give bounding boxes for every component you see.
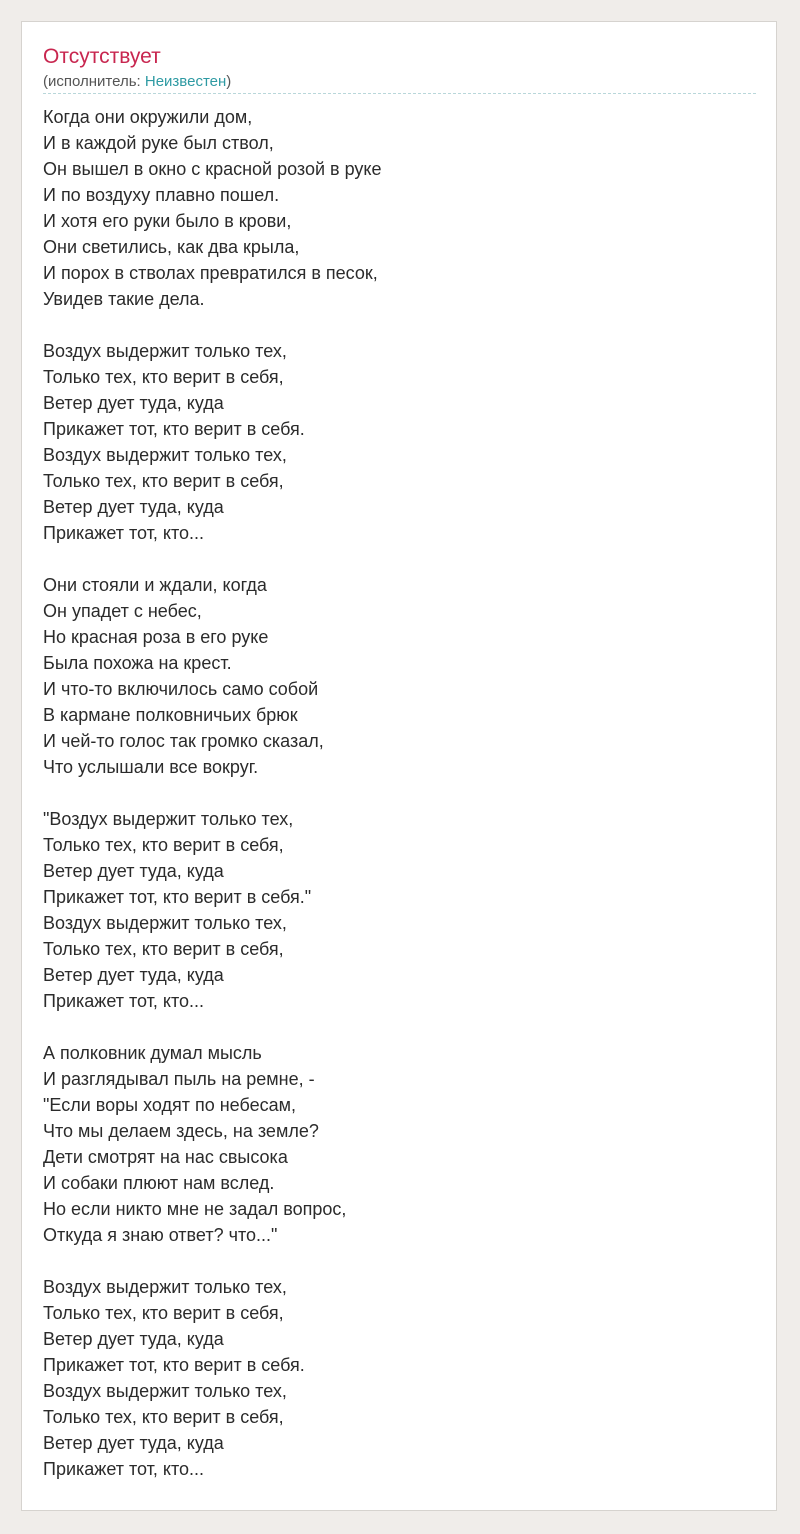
lyrics-stanza xyxy=(43,806,743,1014)
lyrics-line: Когда они окружили дом, xyxy=(43,107,253,127)
artist-link[interactable]: Неизвестен xyxy=(144,73,227,90)
lyrics-card xyxy=(21,21,777,1511)
lyrics-line: Только тех, кто верит в себя, xyxy=(43,367,284,387)
lyrics-line: И по воздуху плавно пошел. xyxy=(43,185,280,205)
lyrics-line: Ветер дует туда, куда xyxy=(43,1433,224,1453)
lyrics-line: Прикажет тот, кто... xyxy=(43,991,205,1011)
header-divider xyxy=(43,93,756,94)
lyrics-stanza xyxy=(43,104,743,312)
lyrics-line: И порох в стволах превратился в песок, xyxy=(43,263,378,283)
lyrics-stanza xyxy=(43,1274,743,1482)
lyrics-line: Только тех, кто верит в себя, xyxy=(43,1303,284,1323)
artist-line xyxy=(43,73,231,91)
lyrics-line: Он упадет с небес, xyxy=(43,601,202,621)
lyrics-line: А полковник думал мысль xyxy=(43,1043,262,1063)
lyrics-line: Он вышел в окно с красной розой в руке xyxy=(43,159,382,179)
lyrics-line: Была похожа на крест. xyxy=(43,653,232,673)
lyrics-line: Прикажет тот, кто... xyxy=(43,523,205,543)
lyrics-line: В кармане полковничьих брюк xyxy=(43,705,298,725)
lyrics-line: И разглядывал пыль на ремне, - xyxy=(43,1069,315,1089)
lyrics-line: Что мы делаем здесь, на земле? xyxy=(43,1121,319,1141)
lyrics-line: Ветер дует туда, куда xyxy=(43,965,224,985)
lyrics-line: И хотя его руки было в крови, xyxy=(43,211,292,231)
lyrics-line: Воздух выдержит только тех, xyxy=(43,445,287,465)
artist-suffix: ) xyxy=(226,73,232,90)
lyrics-line: Что услышали все вокруг. xyxy=(43,757,259,777)
lyrics-line: Воздух выдержит только тех, xyxy=(43,1277,287,1297)
lyrics-line: Ветер дует туда, куда xyxy=(43,393,224,413)
lyrics-line: Но красная роза в его руке xyxy=(43,627,269,647)
lyrics-line: Прикажет тот, кто верит в себя. xyxy=(43,1355,305,1375)
lyrics-line: "Воздух выдержит только тех, xyxy=(43,809,294,829)
lyrics-line: И что-то включилось само собой xyxy=(43,679,319,699)
lyrics-line: Ветер дует туда, куда xyxy=(43,861,224,881)
lyrics-line: Откуда я знаю ответ? что..." xyxy=(43,1225,278,1245)
lyrics-line: Только тех, кто верит в себя, xyxy=(43,939,284,959)
artist-prefix: (исполнитель: xyxy=(43,73,145,90)
lyrics-line: Прикажет тот, кто верит в себя. xyxy=(43,419,305,439)
song-title: Отсутствует xyxy=(43,45,161,68)
lyrics-line: Дети смотрят на нас свысока xyxy=(43,1147,288,1167)
lyrics-line: Прикажет тот, кто верит в себя." xyxy=(43,887,312,907)
lyrics-line: И чей-то голос так громко сказал, xyxy=(43,731,324,751)
lyrics-line: Только тех, кто верит в себя, xyxy=(43,471,284,491)
lyrics-line: Они стояли и ждали, когда xyxy=(43,575,267,595)
lyrics-line: Ветер дует туда, куда xyxy=(43,497,224,517)
lyrics-line: Они светились, как два крыла, xyxy=(43,237,300,257)
lyrics-stanza xyxy=(43,572,743,780)
lyrics-text xyxy=(43,104,743,1508)
lyrics-line: И в каждой руке был ствол, xyxy=(43,133,274,153)
lyrics-line: Увидев такие дела. xyxy=(43,289,205,309)
lyrics-line: Воздух выдержит только тех, xyxy=(43,913,287,933)
lyrics-line: "Если воры ходят по небесам, xyxy=(43,1095,296,1115)
lyrics-line: Ветер дует туда, куда xyxy=(43,1329,224,1349)
lyrics-stanza xyxy=(43,338,743,546)
lyrics-line: Только тех, кто верит в себя, xyxy=(43,835,284,855)
lyrics-stanza xyxy=(43,1040,743,1248)
lyrics-line: Прикажет тот, кто... xyxy=(43,1459,205,1479)
lyrics-line: Только тех, кто верит в себя, xyxy=(43,1407,284,1427)
lyrics-line: И собаки плюют нам вслед. xyxy=(43,1173,275,1193)
lyrics-line: Воздух выдержит только тех, xyxy=(43,341,287,361)
lyrics-line: Но если никто мне не задал вопрос, xyxy=(43,1199,347,1219)
lyrics-line: Воздух выдержит только тех, xyxy=(43,1381,287,1401)
